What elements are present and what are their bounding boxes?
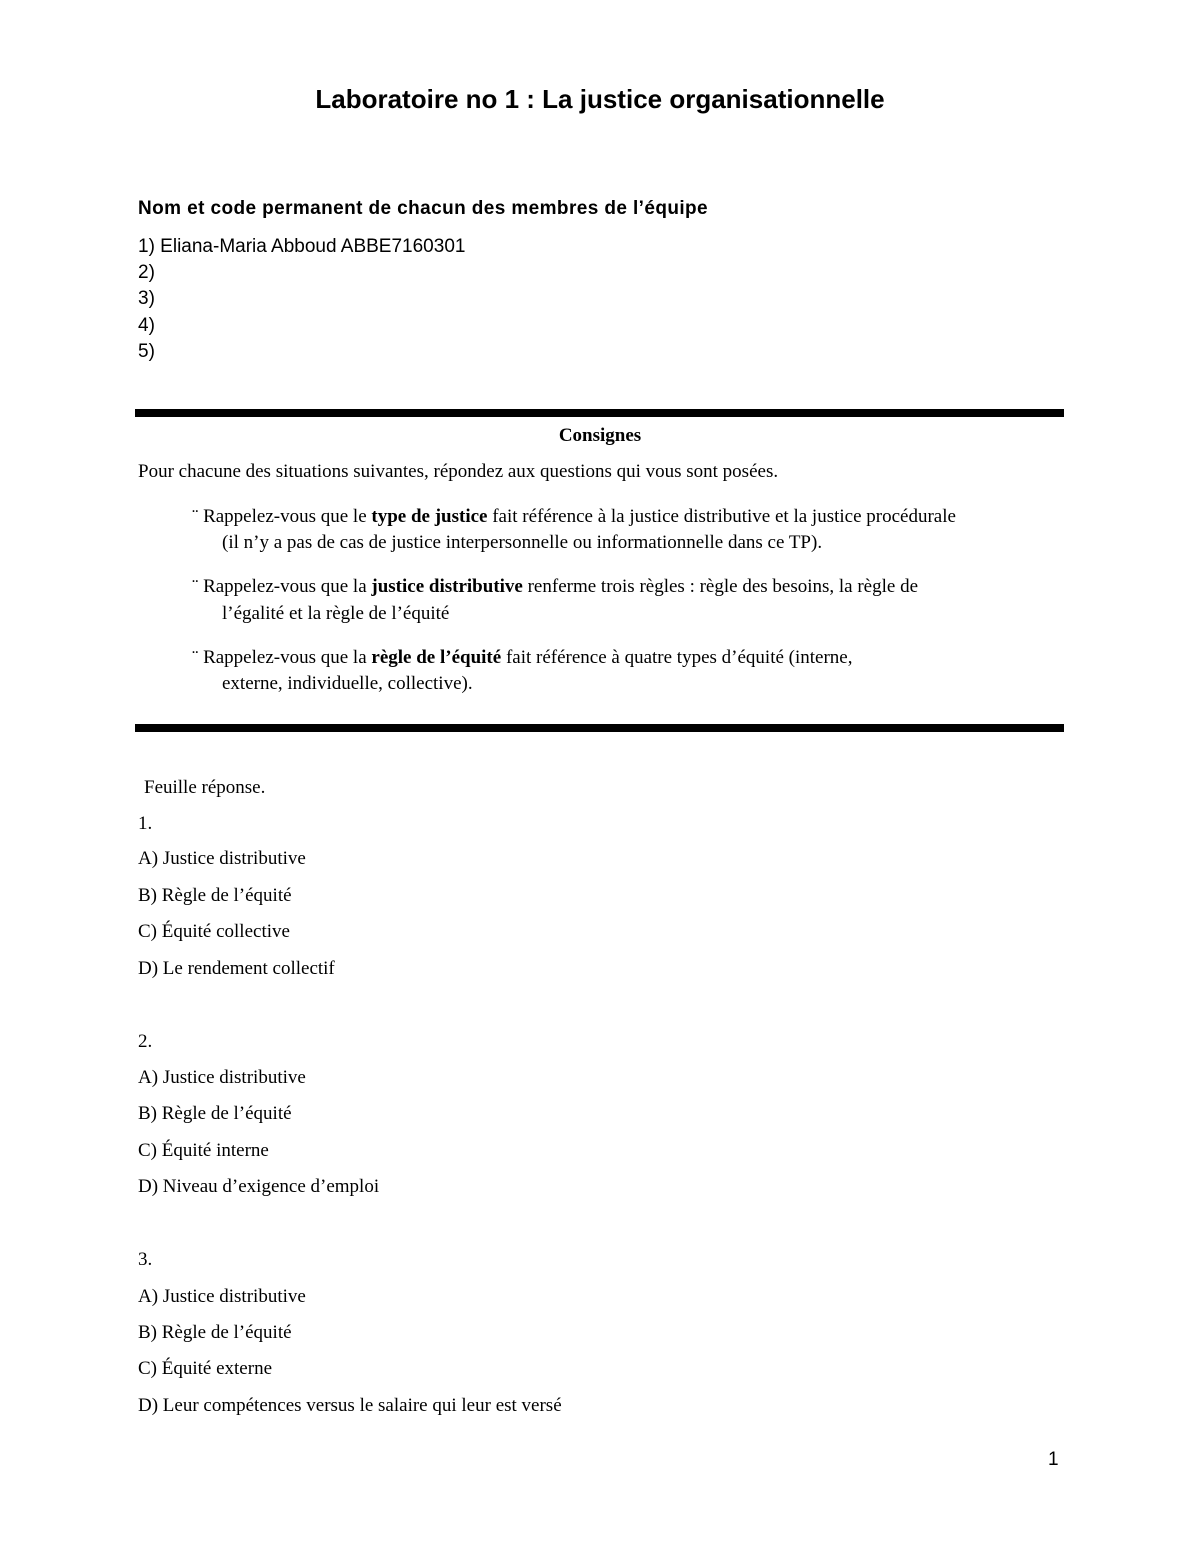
top-divider-rule [135, 409, 1064, 417]
question-3-answer-a: A) Justice distributive [138, 1286, 306, 1307]
team-member-2: 2) [138, 262, 155, 283]
consignes-heading: Consignes [558, 425, 642, 446]
bullet-text-after: fait référence à quatre types d’équité (interne, [501, 647, 853, 668]
team-members-heading: Nom et code permanent de chacun des membres de l’équipe [138, 198, 708, 219]
team-member-5: 5) [138, 341, 155, 362]
bullet-bold-term: règle de l’équité [371, 647, 502, 668]
consigne-bullet-1-continuation: (il n’y a pas de cas de justice interpersonnelle ou informationnelle dans ce TP). [222, 532, 823, 553]
question-2-answer-b: B) Règle de l’équité [138, 1103, 292, 1124]
consignes-intro: Pour chacune des situations suivantes, répondez aux questions qui vous sont posées. [138, 461, 779, 482]
question-1-answer-a: A) Justice distributive [138, 848, 306, 869]
bullet-bold-term: type de justice [371, 506, 488, 527]
bullet-marker: ¨ [192, 576, 199, 597]
bullet-text-after: fait référence à la justice distributive et la justice procédurale [487, 506, 956, 527]
question-2-number: 2. [138, 1031, 153, 1052]
question-2-answer-c: C) Équité interne [138, 1140, 269, 1161]
consigne-bullet-1 [192, 506, 956, 528]
bottom-divider-rule [135, 724, 1064, 732]
bullet-text-after: renferme trois règles : règle des besoins, la règle de [522, 576, 919, 597]
consigne-bullet-3-continuation: externe, individuelle, collective). [222, 673, 473, 694]
answer-sheet-label: Feuille réponse. [144, 777, 266, 798]
bullet-marker: ¨ [192, 647, 199, 668]
bullet-text-before: Rappelez-vous que le [203, 506, 372, 527]
bullet-bold-term: justice distributive [371, 576, 523, 597]
consigne-bullet-2-continuation: l’égalité et la règle de l’équité [222, 603, 450, 624]
question-1-number: 1. [138, 813, 153, 834]
bullet-marker: ¨ [192, 506, 199, 527]
team-member-1: 1) Eliana-Maria Abboud ABBE7160301 [138, 236, 466, 257]
team-member-3: 3) [138, 288, 155, 309]
consigne-bullet-2 [192, 576, 918, 598]
question-1-answer-b: B) Règle de l’équité [138, 885, 292, 906]
bullet-text-before: Rappelez-vous que la [203, 647, 372, 668]
bullet-text-before: Rappelez-vous que la [203, 576, 372, 597]
question-3-answer-c: C) Équité externe [138, 1358, 273, 1379]
question-3-answer-b: B) Règle de l’équité [138, 1322, 292, 1343]
team-member-4: 4) [138, 315, 155, 336]
question-1-answer-c: C) Équité collective [138, 921, 290, 942]
question-3-number: 3. [138, 1249, 153, 1270]
document-title: Laboratoire no 1 : La justice organisationnelle [315, 84, 885, 114]
question-2-answer-d: D) Niveau d’exigence d’emploi [138, 1176, 380, 1197]
question-1-answer-d: D) Le rendement collectif [138, 958, 335, 979]
page-number: 1 [1048, 1449, 1059, 1470]
question-3-answer-d: D) Leur compétences versus le salaire qui leur est versé [138, 1395, 562, 1416]
consigne-bullet-3 [192, 647, 853, 669]
question-2-answer-a: A) Justice distributive [138, 1067, 306, 1088]
